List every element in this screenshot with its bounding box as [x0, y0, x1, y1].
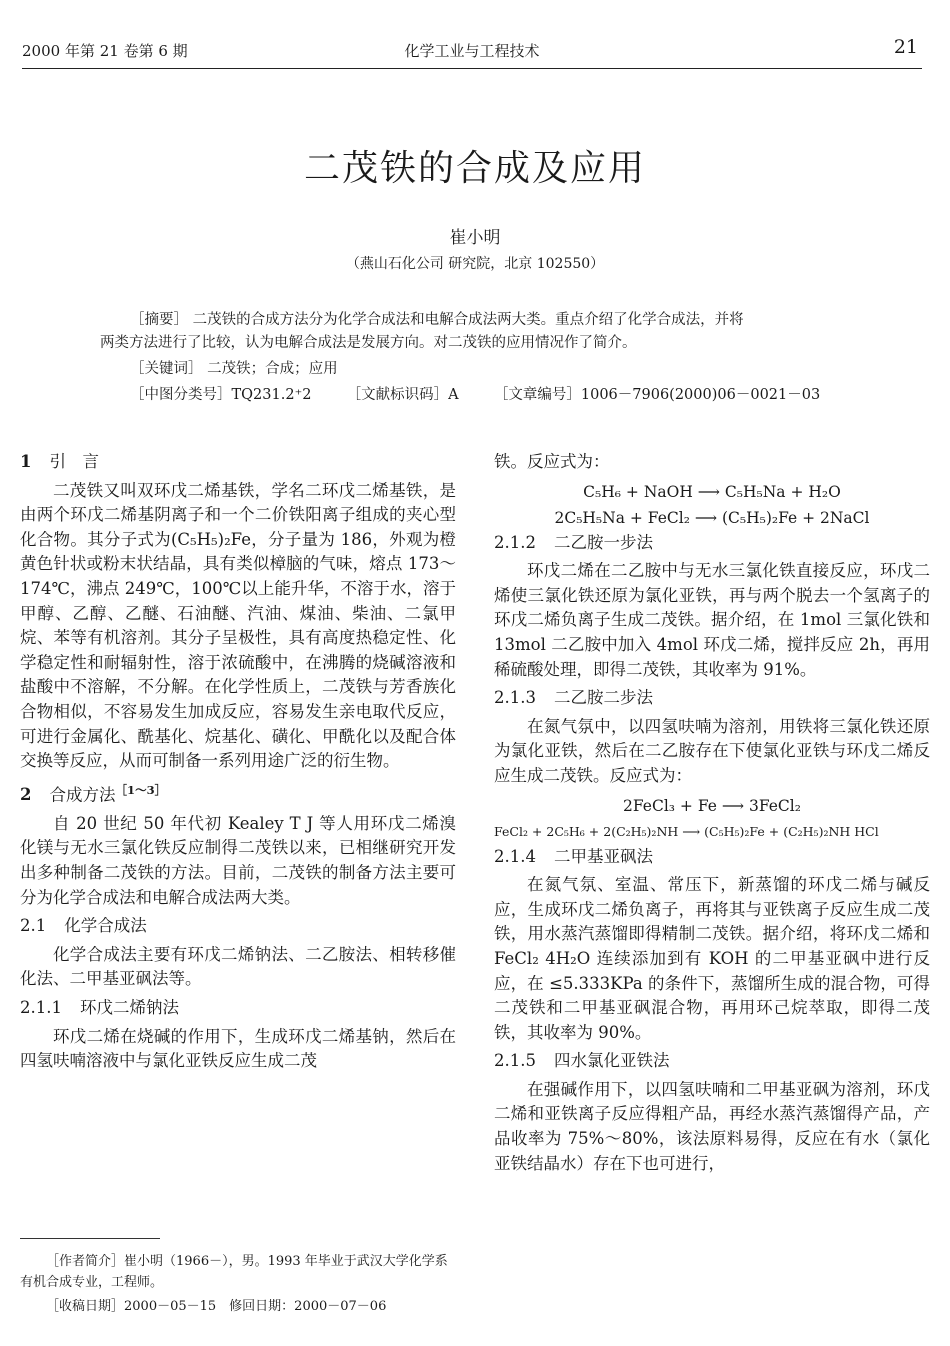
doc-code: A: [448, 387, 459, 403]
paragraph: 环戊二烯在二乙胺中与无水三氯化铁直接反应，环戊二烯使三氯化铁还原为氯化亚铁，再与两个脱去一个氢离子的环戊二烯负离子生成二茂铁。据介绍，在 1mol 三氯化铁和 13mol 二乙胺中加入 4mol 环戊二烯，搅拌反应 2h，再用稀硫酸处理，即得二茂铁，其收率为 91%。: [494, 561, 930, 679]
paragraph: 环戊二烯在烧碱的作用下，生成环戊二烯基钠，然后在四氢呋喃溶液中与氯化亚铁反应生成二茂: [20, 1026, 456, 1071]
paragraph: 在氮气氛中，以四氢呋喃为溶剂，用铁将三氯化铁还原为氯化亚铁，然后在二乙胺存在下使氯化亚铁与环戊二烯反应生成二茂铁。反应式为：: [494, 716, 930, 785]
section-number: 2: [20, 785, 32, 805]
keywords: 二茂铁；合成；应用: [207, 361, 338, 377]
equation: FeCl₂ + 2C₅H₆ + 2(C₂H₅)₂NH ⟶ (C₅H₅)₂Fe + (C₂H₅)₂NH HCl: [494, 823, 879, 839]
footnote-divider: [20, 1238, 160, 1239]
footnotes: [20, 1252, 456, 1322]
clc-label: ［中图分类号］: [130, 387, 232, 403]
paragraph: 二茂铁又叫双环戊二烯基铁，学名二环戊二烯基铁，是由两个环戊二烯基阴离子和一个二价铁阳离子组成的夹心型化合物。其分子式为(C₅H₅)₂Fe，分子量为 186，外观为橙黄色针状或粉末状结晶，具有类似樟脑的气味，熔点 173～174℃，沸点 249℃，100℃以上能升华，不溶于水，溶于甲醇、乙醇、乙醚、石油醚、汽油、煤油、柴油、二氯甲烷、苯等有机溶剂。其分子呈极性，具有高度热稳定性、化学稳定性和耐辐射性，溶于浓硫酸中，在沸腾的烧碱溶液和盐酸中不溶解，不分解。在化学性质上，二茂铁与芳香族化合物相似，不容易发生加成反应，容易发生亲电取代反应，可进行金属化、酰基化、烷基化、磺化、甲酰化以及配合体交换等反应，从而可制备一系列用途广泛的衍生物。: [20, 480, 456, 771]
subsection-title: 二乙胺一步法: [553, 532, 653, 552]
abstract-line-2: [100, 332, 860, 355]
article-title: 二茂铁的合成及应用: [303, 148, 646, 189]
paragraph: 在强碱作用下，以四氢呋喃和二甲基亚砜为溶剂，环戊二烯和亚铁离子反应得粗产品，再经水蒸汽蒸馏得产品，产品收率为 75%～80%，该法原料易得，反应在有水（氯化亚铁结晶水）存在下也可进行，: [494, 1079, 930, 1173]
section-heading: [20, 778, 456, 808]
doc-code-label: ［文献标识码］: [346, 387, 449, 403]
subsection-title: 环戊二烯钠法: [79, 997, 179, 1017]
article-number-label: ［文章编号］: [493, 387, 581, 403]
subsection-heading: [20, 996, 456, 1021]
page-number: 21: [893, 36, 918, 58]
article-number: 1006－7906(2000)06－0021－03: [580, 387, 821, 403]
subsection-heading: [494, 845, 930, 870]
paragraph: 化学合成法主要有环戊二烯钠法、二乙胺法、相转移催化法、二甲基亚砜法等。: [20, 944, 456, 989]
subsection-number: 2.1.3: [494, 688, 536, 708]
subsection-heading: [494, 531, 930, 556]
subsection-number: 2.1.1: [20, 997, 62, 1017]
section-title: 引 言: [49, 452, 99, 471]
author-name: 崔小明: [449, 228, 501, 248]
keywords-line: [100, 358, 860, 381]
subsection-title: 化学合成法: [64, 916, 147, 936]
paragraph: 自 20 世纪 50 年代初 Kealey T J 等人用环戊二烯溴化镁与无水三氯化铁反应制得二茂铁以来，已相继研究开发出多种制备二茂铁的方法。目前，二茂铁的制备方法主要可分为化学合成法和电解合成法两大类。: [20, 813, 456, 907]
abstract-line-1: [100, 309, 860, 332]
subsection-title: 四水氯化亚铁法: [553, 1051, 670, 1071]
subsection-number: 2.1.4: [494, 846, 536, 866]
equation: 2FeCl₃ + Fe ⟶ 3FeCl₂: [623, 796, 801, 815]
abstract-block: [100, 309, 860, 407]
abstract-text-2: 两类方法进行了比较，认为电解合成法是发展方向。对二茂铁的应用情况作了简介。: [100, 335, 637, 351]
section-number: 1: [20, 452, 32, 471]
right-column: [494, 450, 930, 1176]
citation: ［1～3］: [115, 782, 167, 797]
paragraph: 在氮气氛、室温、常压下，新蒸馏的环戊二烯与碱反应，生成环戊二烯负离子，再将其与亚铁离子反应生成二茂铁，用水蒸汽蒸馏即得精制二茂铁。据介绍，将环戊二烯和 FeCl₂ 4H₂O 连续添加到有 KOH 的二甲基亚砜中进行反应，在 ≤5.333KPa 的条件下，蒸馏所生成的混合物，可得二茂铁和二甲基亚砜混合物，再用环己烷萃取，即得二茂铁，其收率为 90%。: [494, 875, 930, 1042]
subsection-number: 2.1.5: [494, 1051, 536, 1071]
classification-line: [100, 384, 860, 407]
clc-code: TQ231.2⁺2: [231, 387, 312, 403]
journal-name: 化学工业与工程技术: [404, 42, 540, 60]
subsection-title: 二甲基亚砜法: [553, 846, 653, 866]
section-heading: [20, 450, 456, 475]
subsection-number: 2.1: [20, 916, 47, 936]
equation: C₅H₆ + NaOH ⟶ C₅H₅Na + H₂O: [583, 482, 841, 501]
keywords-label: ［关键词］: [130, 361, 203, 377]
section-title: 合成方法: [49, 785, 116, 805]
author-note: ［作者简介］崔小明（1966－），男。1993 年毕业于武汉大学化学系有机合成专业，工程师。: [20, 1254, 448, 1290]
header-divider: [22, 68, 922, 69]
subsection-heading: [494, 1049, 930, 1074]
subsection-heading: [20, 914, 456, 939]
journal-issue: 2000 年第 21 卷第 6 期: [22, 42, 188, 60]
abstract-text-1: 二茂铁的合成方法分为化学合成法和电解合成法两大类。重点介绍了化学合成法，并将: [192, 312, 744, 328]
subsection-title: 二乙胺二步法: [553, 688, 653, 708]
left-column: [20, 450, 456, 1074]
paragraph: 铁。反应式为：: [494, 452, 610, 471]
received-date: ［收稿日期］2000－05－15 修回日期：2000－07－06: [46, 1299, 387, 1314]
subsection-heading: [494, 686, 930, 711]
equation: 2C₅H₅Na + FeCl₂ ⟶ (C₅H₅)₂Fe + 2NaCl: [554, 508, 870, 527]
running-header: [22, 38, 922, 62]
abstract-label: ［摘要］: [130, 312, 188, 328]
author-affiliation: （燕山石化公司 研究院，北京 102550）: [345, 256, 605, 272]
subsection-number: 2.1.2: [494, 532, 536, 552]
